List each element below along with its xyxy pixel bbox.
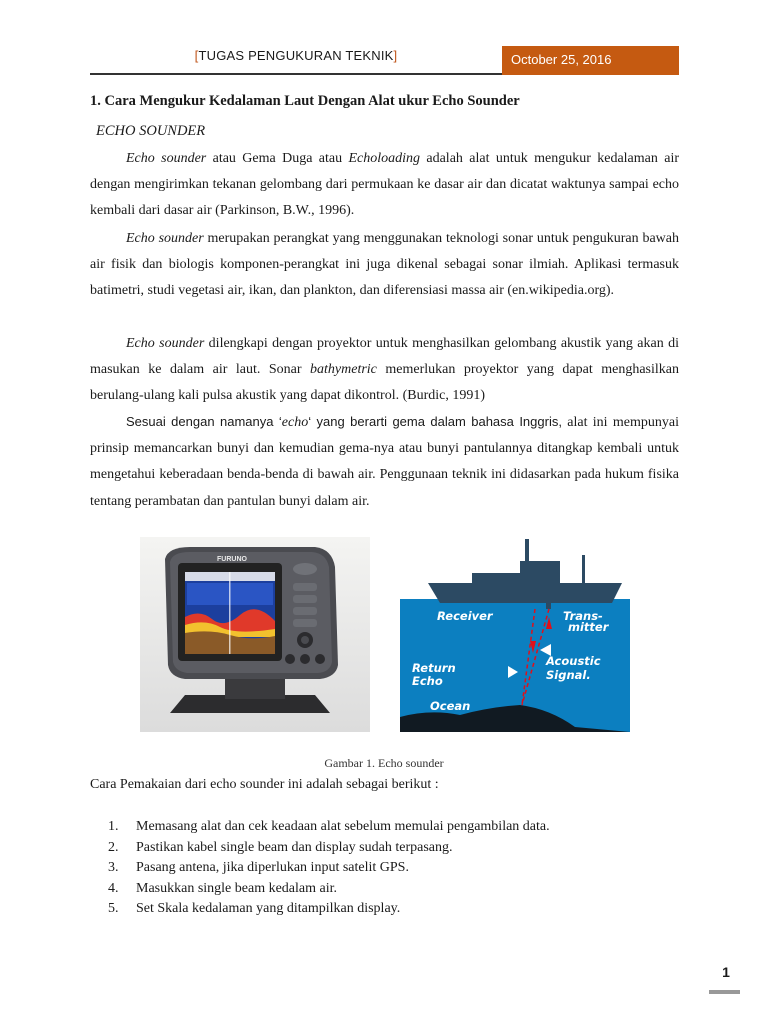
- diagram-label-ocean-1: Ocean: [430, 699, 471, 713]
- diagram-label-return-2: Echo: [412, 674, 443, 688]
- device-brand-label: FURUNO: [217, 556, 247, 563]
- page-number: 1: [722, 964, 730, 980]
- diagram-label-return-1: Return: [412, 661, 456, 675]
- p3-term-2: bathymetric: [310, 362, 377, 378]
- paragraph-2: Echo sounder merupakan perangkat yang menggunakan teknologi sonar untuk pengukuran bawah air fisik dan biologis komponen-perangkat ini juga dikenal sebagai sonar ilmiah. Aplikasi termasuk batimetri, studi vegetasi air, ikan, dan plankton, dan diferensiasi massa air (en.wikipedia.org).: [90, 231, 679, 299]
- subheading-text: ECHO SOUNDER: [96, 123, 206, 139]
- header-date: October 25, 2016: [511, 52, 612, 67]
- header-divider: [90, 73, 502, 75]
- paragraph-3: Echo sounder dilengkapi dengan proyektor untuk menghasilkan gelombang akustik yang akan di masukan ke dalam air laut. Sonar bathymetric memerlukan proyektor yang dapat menghasilkan berulang-ulang kali pulsa akustik yang dapat dikontrol. (Burdic, 1991): [90, 336, 679, 404]
- page-number-underline: [709, 990, 740, 994]
- paragraph-4: Sesuai dengan namanya ‘echo‘ yang berarti gema dalam bahasa Inggris, alat ini mempunyai prinsip memancarkan bunyi dan kemudian gema-nya atau bunyi pantulannya ditangkap kembali untuk mengetahui keberadaan benda-benda di bawah air. Penggunaan teknik ini didasarkan pada hukum fisika tentang perambatan dan pantulan bunyi dalam air.: [90, 414, 679, 509]
- section-heading: 1. Cara Mengukur Kedalaman Laut Dengan Alat ukur Echo Sounder: [90, 93, 520, 109]
- p1-term: Echo sounder: [126, 151, 207, 166]
- echo-sounder-device-image: [140, 537, 370, 732]
- diagram-label-acoustic-2: Signal.: [546, 668, 591, 682]
- list-item: 3. Pasang antena, jika diperlukan input satelit GPS.: [108, 860, 409, 875]
- list-item: 4. Masukkan single beam kedalam air.: [108, 880, 337, 896]
- diagram-label-acoustic-1: Acoustic: [546, 654, 601, 668]
- header-date-box: [502, 46, 679, 75]
- paragraph-1: Echo sounder atau Gema Duga atau Echoloading adalah alat untuk mengukur kedalaman air dengan mengirimkan tekanan gelombang dari permukaan ke dasar air dan dicatat waktunya sampai echo kembali dari dasar air (Parkinson, B.W., 1996).: [90, 151, 679, 219]
- p3-term: Echo sounder: [126, 336, 205, 351]
- p1-term-2: Echoloading: [348, 151, 421, 166]
- header-bracket-open: [: [194, 48, 199, 63]
- list-item: 1. Memasang alat dan cek keadaan alat sebelum memulai pengambilan data.: [108, 819, 550, 834]
- echo-sounder-diagram: [400, 537, 630, 732]
- header-bracket-close: ]: [393, 48, 398, 63]
- figure-caption: Gambar 1. Echo sounder: [324, 756, 444, 770]
- header-title-text: TUGAS PENGUKURAN TEKNIK: [198, 48, 394, 63]
- section-subheading: [96, 123, 205, 140]
- list-item: 5. Set Skala kedalaman yang ditampilkan display.: [108, 901, 401, 916]
- list-item: 2. Pastikan kabel single beam dan display sudah terpasang.: [108, 839, 453, 855]
- usage-intro: Cara Pemakaian dari echo sounder ini adalah sebagai berikut :: [90, 777, 439, 792]
- usage-steps-list: [108, 817, 550, 920]
- p4-term: echo: [281, 415, 309, 430]
- document-header-title: [90, 48, 502, 63]
- diagram-label-transmitter-2: mitter: [568, 620, 609, 634]
- diagram-label-transmitter-1: Trans-: [563, 609, 603, 623]
- p2-term: Echo sounder: [126, 231, 204, 246]
- diagram-label-receiver: Receiver: [437, 609, 493, 623]
